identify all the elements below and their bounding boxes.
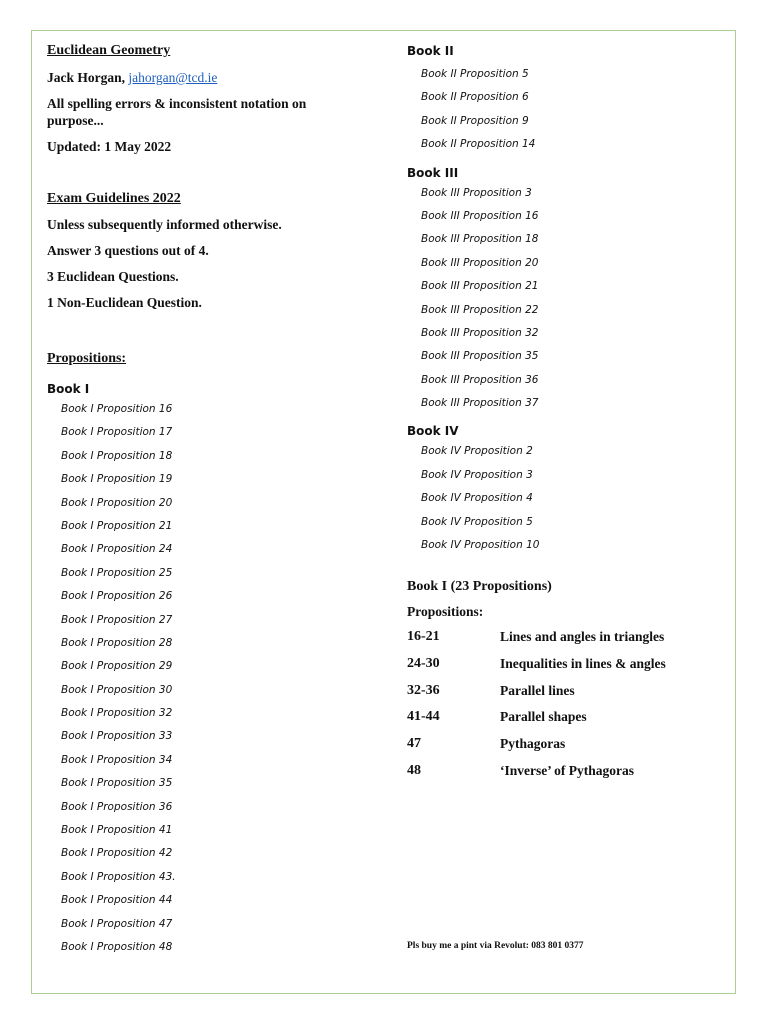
proposition-item: Book III Proposition 21 [421,280,539,293]
summary-row [407,651,727,678]
summary-row [407,758,727,785]
summary-topic: Parallel lines [500,682,575,698]
proposition-item: Book I Proposition 16 [61,403,173,415]
proposition-item: Book III Proposition 32 [421,326,539,339]
proposition-item: Book IV Proposition 10 [421,539,540,552]
summary-range: 47 [407,736,421,752]
proposition-item: Book III Proposition 18 [421,233,539,246]
proposition-item: Book I Proposition 36 [61,800,173,813]
propositions-title: Propositions: [47,351,127,366]
proposition-item: Book III Proposition 3 [421,186,532,199]
proposition-item: Book IV Proposition 5 [421,515,533,528]
book-heading: Book III [407,165,459,180]
proposition-item: Book I Proposition 29 [61,660,173,673]
footer-note: Pls buy me a pint via Revolut: 083 801 0377 [407,941,584,951]
proposition-item: Book III Proposition 36 [421,373,539,386]
proposition-item: Book I Proposition 32 [61,707,173,720]
right-column [407,41,727,785]
proposition-item: Book I Proposition 27 [61,613,173,626]
summary-range: 32-36 [407,682,440,698]
summary-range: 16-21 [407,629,440,645]
spelling-note: All spelling errors & inconsistent notation on purpose... [47,96,307,128]
document-title: Euclidean Geometry [47,43,171,58]
guidelines-title: Exam Guidelines 2022 [47,191,181,206]
book-4-list [407,440,727,557]
proposition-item: Book IV Proposition 3 [421,468,533,481]
summary-topic: Lines and angles in triangles [500,629,665,645]
proposition-item: Book I Proposition 34 [61,753,173,766]
guideline-line: Answer 3 questions out of 4. [47,243,209,258]
guideline-line: 3 Euclidean Questions. [47,269,179,284]
guideline-line: 1 Non-Euclidean Question. [47,295,202,310]
proposition-item: Book I Proposition 28 [61,636,173,649]
summary-range: 41-44 [407,709,440,725]
summary-row [407,678,727,705]
book-heading: Book I [47,382,90,396]
summary-topic: Parallel shapes [500,709,587,725]
book-2-list [407,63,727,157]
proposition-item: Book II Proposition 6 [421,91,529,104]
author-email-link[interactable]: jahorgan@tcd.ie [128,70,218,85]
proposition-item: Book I Proposition 25 [61,566,173,579]
book-3-list [407,182,727,416]
proposition-item: Book II Proposition 5 [421,68,529,80]
proposition-item: Book I Proposition 35 [61,777,173,790]
proposition-item: Book I Proposition 30 [61,683,173,696]
proposition-item: Book I Proposition 18 [61,449,173,462]
proposition-item: Book I Proposition 17 [61,426,173,439]
summary-range: 24-30 [407,656,440,672]
summary-row [407,704,727,731]
proposition-item: Book III Proposition 22 [421,303,539,316]
proposition-item: Book III Proposition 35 [421,350,539,363]
updated-date: Updated: 1 May 2022 [47,139,172,154]
proposition-item: Book I Proposition 26 [61,590,173,603]
proposition-item: Book I Proposition 47 [61,917,173,930]
book-heading: Book II [407,44,454,58]
summary-title: Book I (23 Propositions) [407,579,552,595]
summary-table [407,624,727,784]
proposition-item: Book IV Proposition 4 [421,492,533,505]
guideline-line: Unless subsequently informed otherwise. [47,217,282,232]
summary-subtitle: Propositions: [407,604,484,620]
proposition-item: Book III Proposition 37 [421,397,539,410]
book-1-list [47,398,387,959]
book-heading: Book IV [407,424,459,439]
proposition-item: Book I Proposition 20 [61,496,173,509]
summary-topic: Inequalities in lines & angles [500,656,666,672]
summary-row [407,624,727,651]
summary-topic: ‘Inverse’ of Pythagoras [500,762,634,778]
summary-range: 48 [407,762,421,778]
proposition-item: Book I Proposition 43. [61,870,176,883]
proposition-item: Book I Proposition 42 [61,847,173,860]
proposition-item: Book I Proposition 21 [61,519,173,532]
proposition-item: Book III Proposition 16 [421,209,539,222]
proposition-item: Book I Proposition 48 [61,940,173,953]
proposition-item: Book I Proposition 19 [61,473,173,486]
author-line [47,69,387,86]
proposition-item: Book I Proposition 44 [61,894,173,907]
left-column [47,41,387,959]
proposition-item: Book IV Proposition 2 [421,445,533,458]
proposition-item: Book I Proposition 41 [61,824,173,837]
proposition-item: Book I Proposition 33 [61,730,173,743]
proposition-item: Book II Proposition 14 [421,138,536,151]
proposition-item: Book II Proposition 9 [421,114,529,127]
summary-topic: Pythagoras [500,736,566,752]
proposition-item: Book I Proposition 24 [61,543,173,556]
author-name: Jack Horgan, [47,70,126,85]
proposition-item: Book III Proposition 20 [421,256,539,269]
summary-row [407,731,727,758]
